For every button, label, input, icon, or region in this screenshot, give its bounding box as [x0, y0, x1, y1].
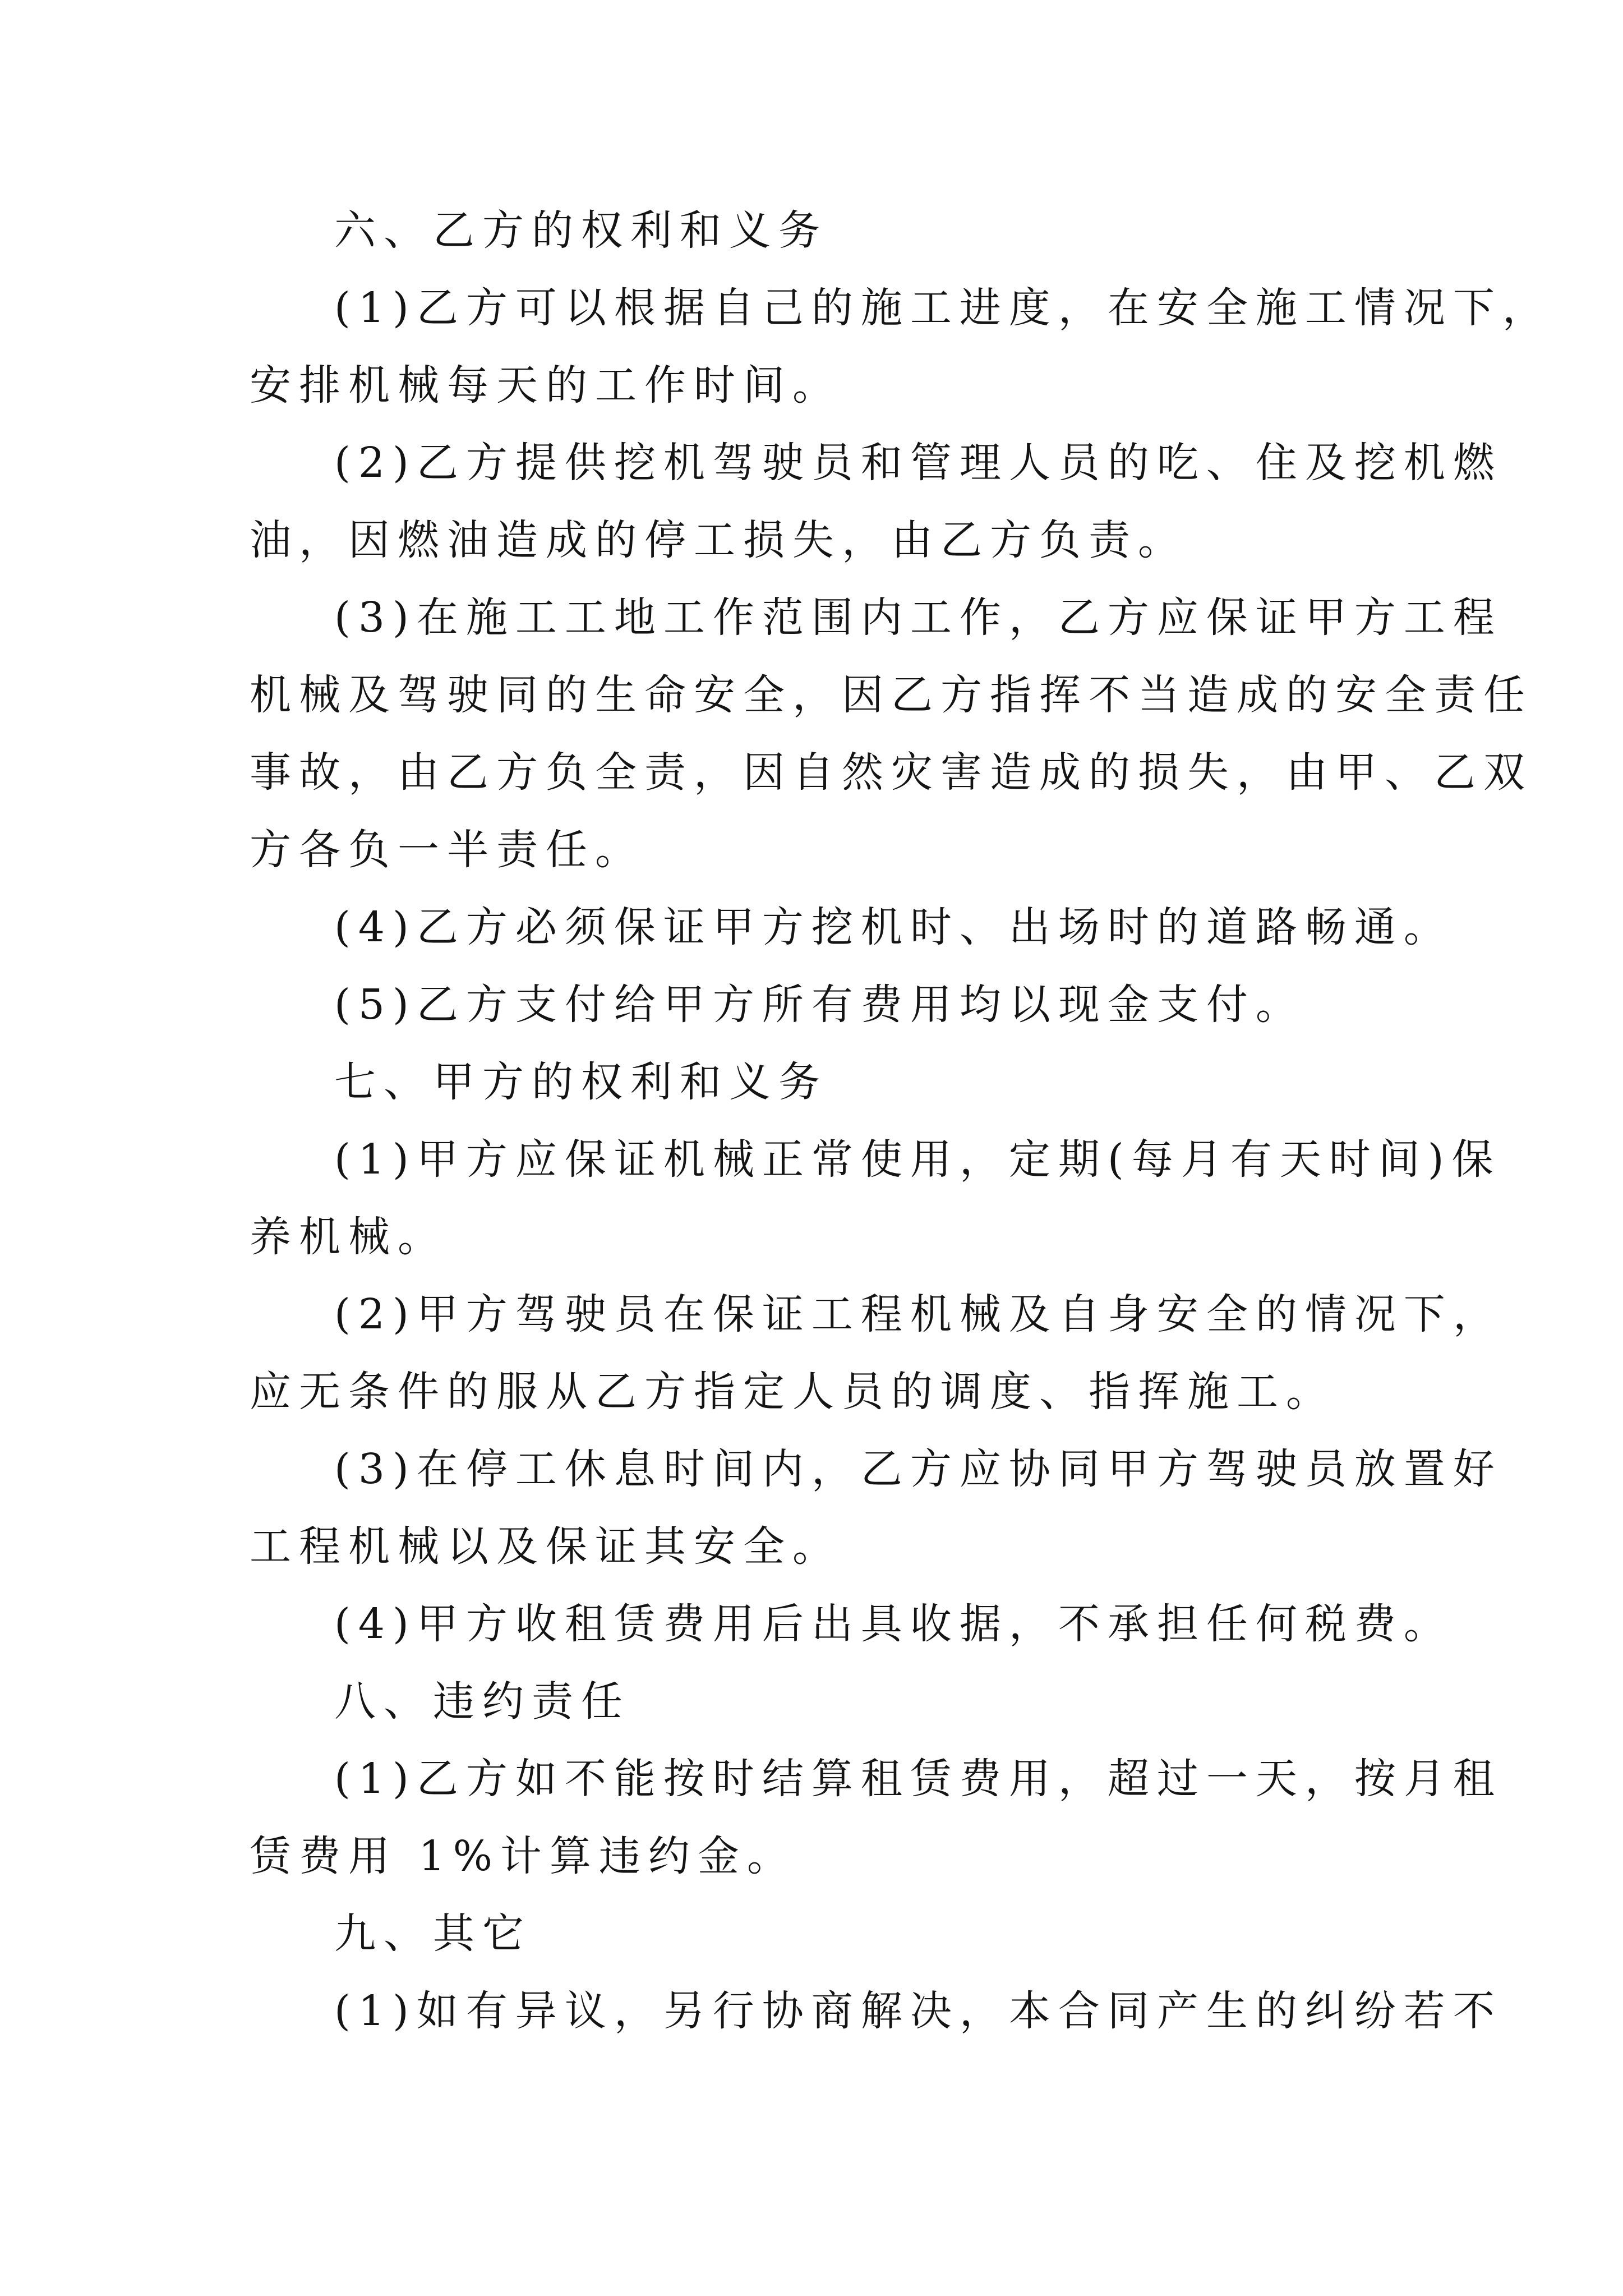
- paragraph-line: (1)乙方如不能按时结算租赁费用，超过一天，按月租: [334, 1755, 1502, 1803]
- paragraph-line: 事故，由乙方负全责，因自然灾害造成的损失，由甲、乙双: [250, 748, 1533, 797]
- paragraph-line: 养机械。: [250, 1213, 447, 1261]
- paragraph-line: (4)甲方收租赁费用后出具收据，不承担任何税费。: [334, 1600, 1453, 1648]
- paragraph-line: 安排机械每天的工作时间。: [250, 361, 842, 409]
- paragraph-line: (1)乙方可以根据自己的施工进度，在安全施工情况下，: [334, 284, 1552, 332]
- section-heading-7: 七、甲方的权利和义务: [334, 1058, 828, 1106]
- paragraph-line: 方各负一半责任。: [250, 826, 644, 874]
- section-heading-6: 六、乙方的权利和义务: [334, 206, 828, 255]
- paragraph-line: (3)在停工休息时间内，乙方应协同甲方驾驶员放置好: [334, 1445, 1502, 1493]
- paragraph-line: (1)如有异议，另行协商解决，本合同产生的纠纷若不: [334, 1987, 1502, 2035]
- paragraph-line: (5)乙方支付给甲方所有费用均以现金支付。: [334, 981, 1305, 1029]
- paragraph-line: (2)甲方驾驶员在保证工程机械及自身安全的情况下，: [334, 1290, 1502, 1338]
- paragraph-line: (1)甲方应保证机械正常使用，定期(每月有天时间)保: [334, 1135, 1501, 1184]
- paragraph-line: 应无条件的服从乙方指定人员的调度、指挥施工。: [250, 1368, 1335, 1416]
- paragraph-line: (3)在施工工地工作范围内工作，乙方应保证甲方工程: [334, 593, 1502, 642]
- paragraph-line: (4)乙方必须保证甲方挖机时、出场时的道路畅通。: [334, 903, 1453, 951]
- section-heading-9: 九、其它: [334, 1910, 532, 1958]
- section-heading-8: 八、违约责任: [334, 1677, 630, 1726]
- paragraph-line: 机械及驾驶同的生命安全，因乙方指挥不当造成的安全责任: [250, 671, 1533, 719]
- paragraph-line: 赁费用 1%计算违约金。: [250, 1832, 796, 1880]
- paragraph-line: 工程机械以及保证其安全。: [250, 1522, 842, 1571]
- paragraph-line: (2)乙方提供挖机驾驶员和管理人员的吃、住及挖机燃: [334, 439, 1502, 487]
- document-body: [250, 192, 1552, 2050]
- paragraph-line: 油，因燃油造成的停工损失，由乙方负责。: [250, 516, 1187, 564]
